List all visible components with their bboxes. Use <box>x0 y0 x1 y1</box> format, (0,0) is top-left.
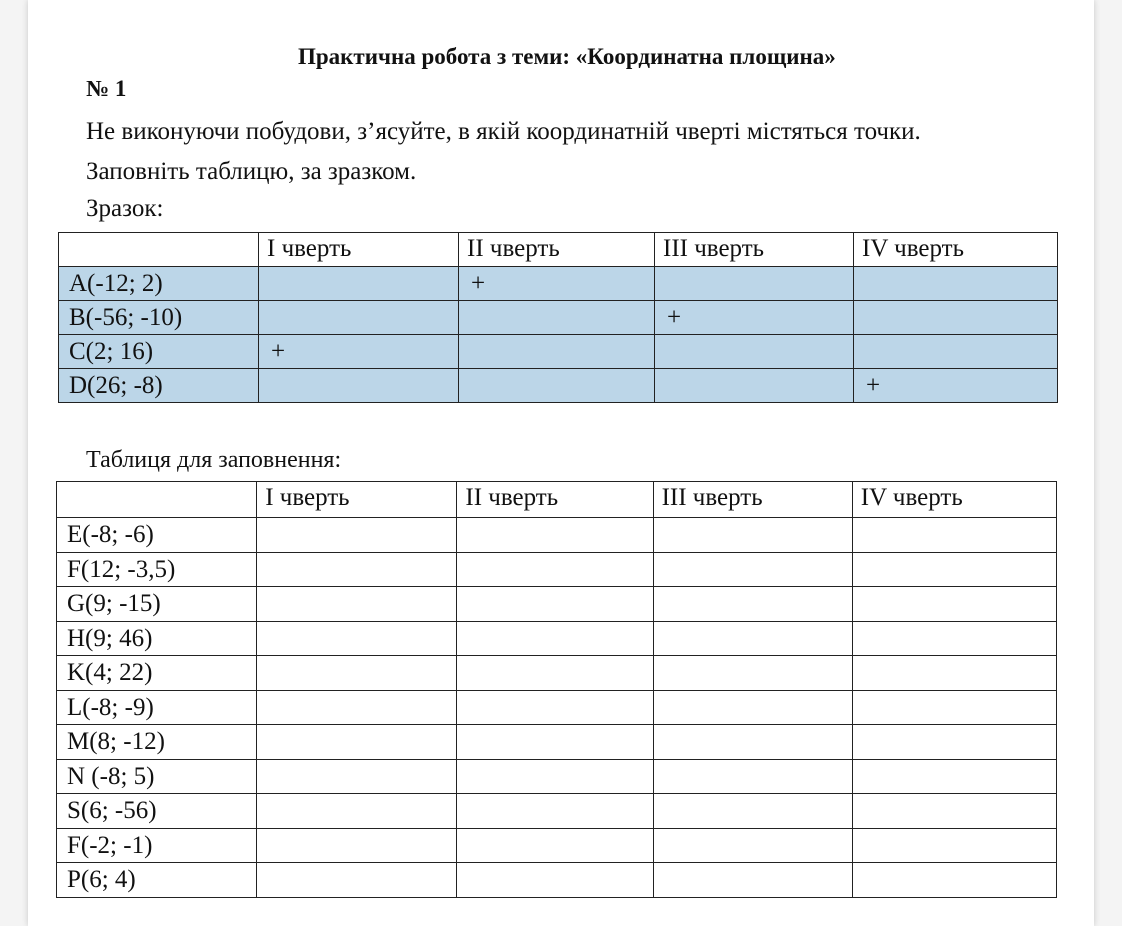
header-quarter-1: I чверть <box>259 233 459 267</box>
quarter-2-cell <box>459 335 655 369</box>
answer-cell-quarter-2[interactable] <box>457 690 653 725</box>
answer-cell-quarter-2[interactable] <box>457 725 653 760</box>
fill-row <box>57 690 1057 725</box>
point-cell: A(-12; 2) <box>59 267 259 301</box>
quarter-1-cell: + <box>259 335 459 369</box>
fill-row <box>57 759 1057 794</box>
answer-cell-quarter-3[interactable] <box>653 587 852 622</box>
quarter-4-cell: + <box>854 369 1058 403</box>
point-cell: F(-2; -1) <box>57 828 257 863</box>
answer-cell-quarter-2[interactable] <box>457 587 653 622</box>
answer-cell-quarter-4[interactable] <box>852 690 1056 725</box>
answer-cell-quarter-2[interactable] <box>457 621 653 656</box>
answer-cell-quarter-1[interactable] <box>257 518 457 553</box>
fill-row <box>57 552 1057 587</box>
point-cell: G(9; -15) <box>57 587 257 622</box>
instruction-line-2: Заповніть таблицю, за зразком. <box>86 158 417 185</box>
answer-cell-quarter-3[interactable] <box>653 863 852 898</box>
sample-table <box>58 232 1058 403</box>
sample-label: Зразок: <box>86 195 164 222</box>
fill-row <box>57 587 1057 622</box>
fill-table <box>56 481 1057 898</box>
fill-row <box>57 656 1057 691</box>
answer-cell-quarter-2[interactable] <box>457 863 653 898</box>
page-title: Практична робота з теми: «Координатна площина» <box>298 44 836 69</box>
answer-cell-quarter-3[interactable] <box>653 828 852 863</box>
point-cell: N (-8; 5) <box>57 759 257 794</box>
fill-header-row <box>57 482 1057 518</box>
quarter-4-cell <box>854 335 1058 369</box>
answer-cell-quarter-1[interactable] <box>257 587 457 622</box>
point-cell: D(26; -8) <box>59 369 259 403</box>
answer-cell-quarter-3[interactable] <box>653 552 852 587</box>
fill-row <box>57 863 1057 898</box>
answer-cell-quarter-3[interactable] <box>653 621 852 656</box>
quarter-2-cell: + <box>459 267 655 301</box>
answer-cell-quarter-1[interactable] <box>257 725 457 760</box>
header-quarter-3: III чверть <box>653 482 852 518</box>
point-cell: F(12; -3,5) <box>57 552 257 587</box>
answer-cell-quarter-4[interactable] <box>852 863 1056 898</box>
point-cell: P(6; 4) <box>57 863 257 898</box>
point-cell: B(-56; -10) <box>59 301 259 335</box>
answer-cell-quarter-4[interactable] <box>852 725 1056 760</box>
answer-cell-quarter-2[interactable] <box>457 656 653 691</box>
answer-cell-quarter-4[interactable] <box>852 828 1056 863</box>
sample-row <box>59 335 1058 369</box>
answer-cell-quarter-2[interactable] <box>457 828 653 863</box>
answer-cell-quarter-2[interactable] <box>457 759 653 794</box>
answer-cell-quarter-2[interactable] <box>457 794 653 829</box>
header-empty-cell <box>57 482 257 518</box>
quarter-2-cell <box>459 301 655 335</box>
answer-cell-quarter-3[interactable] <box>653 725 852 760</box>
answer-cell-quarter-1[interactable] <box>257 552 457 587</box>
header-empty-cell <box>59 233 259 267</box>
answer-cell-quarter-2[interactable] <box>457 518 653 553</box>
quarter-3-cell <box>655 267 854 301</box>
answer-cell-quarter-3[interactable] <box>653 690 852 725</box>
quarter-1-cell <box>259 369 459 403</box>
sample-header-row <box>59 233 1058 267</box>
fill-row <box>57 621 1057 656</box>
answer-cell-quarter-3[interactable] <box>653 518 852 553</box>
point-cell: H(9; 46) <box>57 621 257 656</box>
answer-cell-quarter-3[interactable] <box>653 656 852 691</box>
answer-cell-quarter-1[interactable] <box>257 794 457 829</box>
point-cell: E(-8; -6) <box>57 518 257 553</box>
task-number: № 1 <box>86 76 127 101</box>
answer-cell-quarter-1[interactable] <box>257 656 457 691</box>
answer-cell-quarter-1[interactable] <box>257 863 457 898</box>
point-cell: M(8; -12) <box>57 725 257 760</box>
answer-cell-quarter-4[interactable] <box>852 656 1056 691</box>
point-cell: K(4; 22) <box>57 656 257 691</box>
fill-row <box>57 828 1057 863</box>
instruction-line-1: Не виконуючи побудови, з’ясуйте, в якій координатній чверті містяться точки. <box>86 118 921 145</box>
quarter-2-cell <box>459 369 655 403</box>
fill-table-label: Таблиця для заповнення: <box>86 447 342 473</box>
answer-cell-quarter-1[interactable] <box>257 759 457 794</box>
quarter-4-cell <box>854 267 1058 301</box>
point-cell: S(6; -56) <box>57 794 257 829</box>
header-quarter-4: IV чверть <box>852 482 1056 518</box>
fill-row <box>57 725 1057 760</box>
answer-cell-quarter-4[interactable] <box>852 759 1056 794</box>
sample-row <box>59 267 1058 301</box>
answer-cell-quarter-1[interactable] <box>257 621 457 656</box>
quarter-3-cell: + <box>655 301 854 335</box>
answer-cell-quarter-2[interactable] <box>457 552 653 587</box>
quarter-3-cell <box>655 369 854 403</box>
quarter-3-cell <box>655 335 854 369</box>
answer-cell-quarter-4[interactable] <box>852 794 1056 829</box>
answer-cell-quarter-1[interactable] <box>257 828 457 863</box>
point-cell: C(2; 16) <box>59 335 259 369</box>
sample-row <box>59 369 1058 403</box>
point-cell: L(-8; -9) <box>57 690 257 725</box>
header-quarter-4: IV чверть <box>854 233 1058 267</box>
quarter-4-cell <box>854 301 1058 335</box>
header-quarter-2: II чверть <box>457 482 653 518</box>
answer-cell-quarter-1[interactable] <box>257 690 457 725</box>
quarter-1-cell <box>259 267 459 301</box>
answer-cell-quarter-4[interactable] <box>852 518 1056 553</box>
answer-cell-quarter-3[interactable] <box>653 759 852 794</box>
answer-cell-quarter-4[interactable] <box>852 587 1056 622</box>
header-quarter-2: II чверть <box>459 233 655 267</box>
quarter-1-cell <box>259 301 459 335</box>
fill-row <box>57 518 1057 553</box>
header-quarter-3: III чверть <box>655 233 854 267</box>
sample-row <box>59 301 1058 335</box>
answer-cell-quarter-4[interactable] <box>852 621 1056 656</box>
header-quarter-1: I чверть <box>257 482 457 518</box>
fill-row <box>57 794 1057 829</box>
answer-cell-quarter-3[interactable] <box>653 794 852 829</box>
answer-cell-quarter-4[interactable] <box>852 552 1056 587</box>
